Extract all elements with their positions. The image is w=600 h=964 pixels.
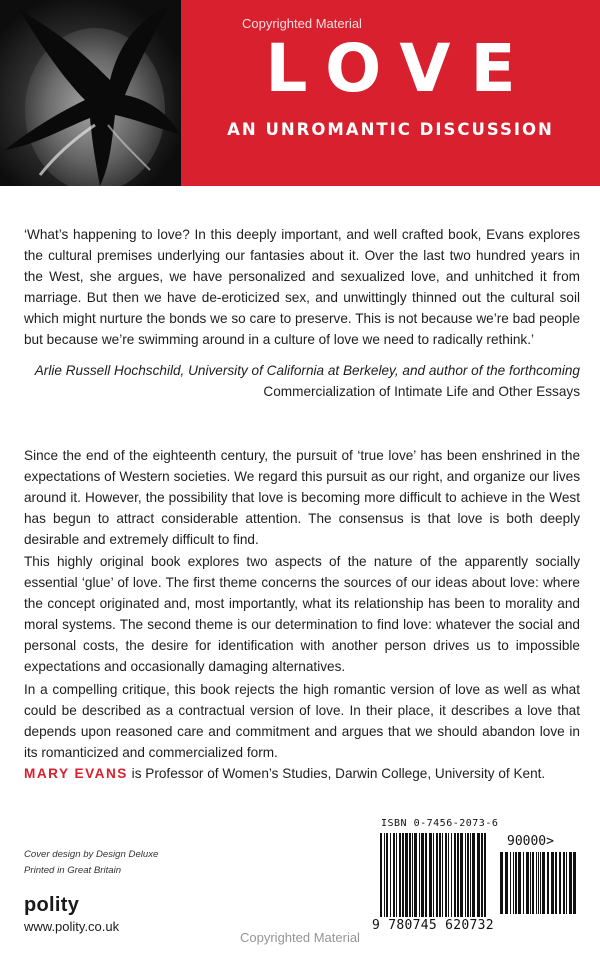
body-paragraph-1: Since the end of the eighteenth century, the pursuit of ‘true love’ has been enshrined in the expectations of Western societies. We regard this pursuit as our right, and organize our lives around it. However, the possibility that love is becoming more difficult to achieve in the West has begun to attract considerable attention. The consensus is that love is both deeply desirable and extremely difficult to find. <box>24 448 580 548</box>
author-name: MARY EVANS <box>24 766 128 781</box>
barcode-bar <box>540 852 541 914</box>
attribution-line-1: Arlie Russell Hochschild, University of California at Berkeley, and author of the forthcoming <box>34 363 580 378</box>
price-code: 90000> <box>507 834 554 849</box>
barcode-bar <box>573 852 576 914</box>
barcode-bar <box>409 833 411 917</box>
body-paragraph-3: In a compelling critique, this book rejects the high romantic version of love as well as what could be described as a contractual version of love. In their place, it describes a love that depends upon reasoned care and commitment and argues that we should abandon love in its romanticized and commercialized form. <box>24 682 580 761</box>
barcode-bar <box>467 833 469 917</box>
barcode-bar <box>390 833 391 917</box>
barcode-bar <box>465 833 466 917</box>
barcode-bar <box>513 852 514 914</box>
endorsement-attribution <box>20 360 580 402</box>
body-paragraph-2: This highly original book explores two aspects of the nature of the apparently socially essential ‘glue’ of love. The first theme concerns the sources of our ideas about love: where the concept originated and, most importantly, what its relationship has been to morality and moral systems. The second theme is our determination to find love: whatever the social and personal costs, the desire for identification with another person drives us to impossible expectations and occasionally damaging alternatives. <box>24 554 580 675</box>
barcode-bar <box>421 833 424 917</box>
book-subtitle: AN UNROMANTIC DISCUSSION <box>227 120 554 139</box>
publisher-url: www.polity.co.uk <box>24 919 120 934</box>
barcode-bar <box>505 852 508 914</box>
barcode-bar <box>518 852 521 914</box>
barcode-bar <box>380 833 382 917</box>
watermark-top: Copyrighted Material <box>242 16 362 31</box>
barcode-bar <box>405 833 408 917</box>
barcode-bar <box>566 852 567 914</box>
barcode-bar <box>559 852 561 914</box>
barcode-bar <box>563 852 565 914</box>
publisher-logo: polity <box>24 894 80 916</box>
barcode-bar <box>542 852 545 914</box>
attribution-line-2: Commercialization of Intimate Life and Other Essays <box>263 384 580 399</box>
barcode-bar <box>470 833 471 917</box>
barcode-bar <box>448 833 449 917</box>
barcode-bar <box>402 833 404 917</box>
endorsement-quote: ‘What’s happening to love? In this deeply important, and well crafted book, Evans explores the cultural premises underlying our fantasies about it. Over the last two hundred years in the West, she argues, we have personalized and sexualized love, and unhitched it from marriage. But then we have de-eroticized sex, and unwittingly thinned out the cultural soil which might nurture the bonds we so care to preserve. This is not because we’re bad people but because we’re swimming around in a culture of love we need to radically rethink.’ <box>24 227 580 348</box>
barcode-bar <box>454 833 456 917</box>
barcode-bar <box>433 833 434 917</box>
barcode-bar <box>532 852 534 914</box>
barcode-bar <box>536 852 537 914</box>
barcode-bar <box>481 833 483 917</box>
barcode-bar <box>484 833 486 917</box>
barcode-bar <box>510 852 511 914</box>
barcode-bar <box>445 833 447 917</box>
barcode-bar <box>530 852 531 914</box>
cover-header <box>0 0 600 186</box>
barcode-bar <box>439 833 441 917</box>
barcode-bar <box>425 833 427 917</box>
cover-photo <box>0 0 181 186</box>
barcode-bar <box>399 833 401 917</box>
credits <box>24 847 158 879</box>
barcode-bar <box>386 833 388 917</box>
barcode-bar <box>555 852 557 914</box>
barcode-bar <box>384 833 385 917</box>
barcode-bar <box>515 852 517 914</box>
barcode-bar <box>393 833 395 917</box>
barcode-bar <box>523 852 524 914</box>
barcode-bar <box>419 833 420 917</box>
barcode-bar <box>569 852 572 914</box>
barcode-bar <box>477 833 480 917</box>
isbn-label: ISBN 0-7456-2073-6 <box>381 818 499 829</box>
barcode-bar <box>526 852 529 914</box>
book-title: LOVE <box>265 30 536 107</box>
barcode-bar <box>551 852 554 914</box>
ean-number: 9 780745 620732 <box>372 918 494 933</box>
barcode-bar <box>429 833 432 917</box>
price-barcode-image <box>500 852 580 916</box>
barcode-bar <box>412 833 413 917</box>
barcode-bar <box>396 833 397 917</box>
barcode-bar <box>547 852 549 914</box>
barcode-bar <box>460 833 463 917</box>
barcode-bar <box>436 833 438 917</box>
barcode-bar <box>442 833 443 917</box>
cover-design-credit: Cover design by Design Deluxe <box>24 849 159 860</box>
star-shape-image <box>0 0 181 186</box>
barcode-bar <box>451 833 452 917</box>
watermark-bottom: Copyrighted Material <box>240 930 360 945</box>
printed-credit: Printed in Great Britain <box>24 865 122 876</box>
barcode-bar <box>457 833 459 917</box>
author-bio-text: is Professor of Women’s Studies, Darwin College, University of Kent. <box>127 766 546 781</box>
barcode-image <box>380 833 490 919</box>
barcode-bar <box>472 833 475 917</box>
barcode-bar <box>500 852 503 914</box>
barcode-bar <box>538 852 539 914</box>
barcode-bar <box>414 833 417 917</box>
author-bio <box>24 763 545 784</box>
